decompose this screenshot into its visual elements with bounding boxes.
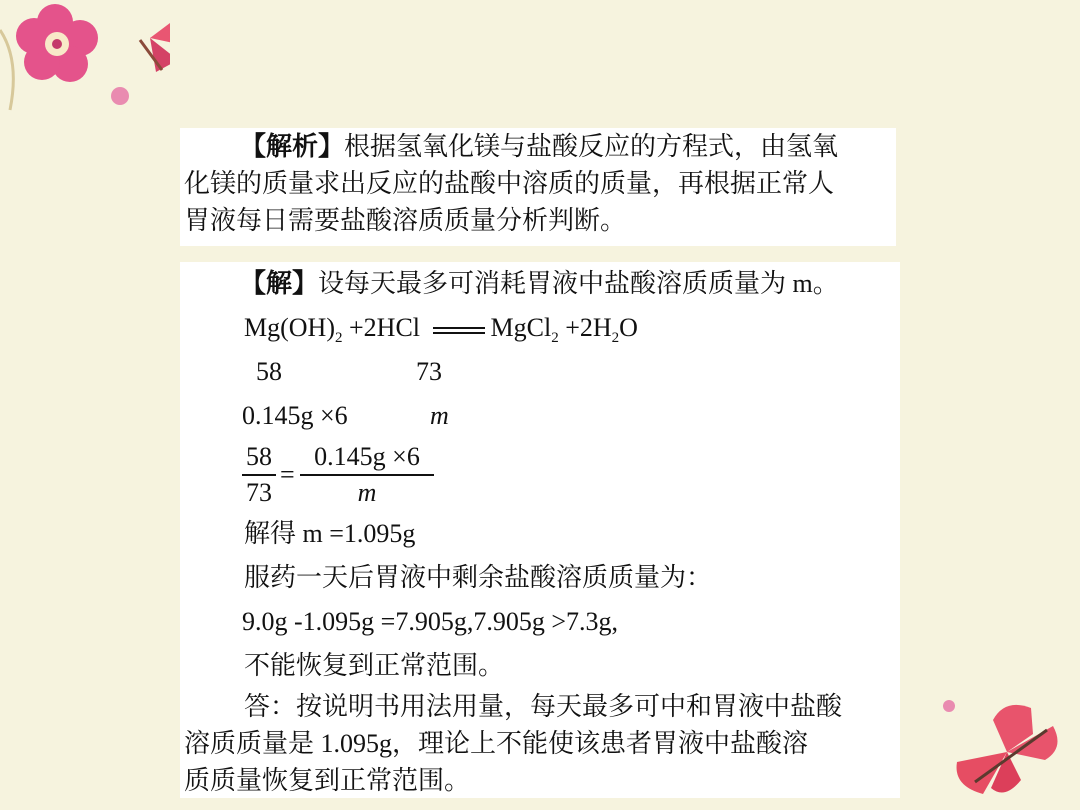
- flower-decoration-top-left: [0, 0, 170, 120]
- left-fraction: $\frac{58}{73}$: [242, 440, 276, 510]
- conclusion-line: 不能恢复到正常范围。: [244, 651, 505, 680]
- butterfly-icon: [957, 705, 1058, 794]
- answer-line-2: 溶质质量是 1.095g，理论上不能使该患者胃液中盐酸溶: [184, 729, 809, 758]
- pink-flower-icon: [16, 4, 98, 82]
- remaining-calc: 9.0g -1.095g =7.905g,7.905g >7.3g,: [242, 607, 618, 636]
- proportion-equation: $\frac{58}{73}$ = $\frac{0.145g \times 6}{m}$: [184, 438, 900, 512]
- analysis-box: [180, 128, 896, 246]
- given-mass-row: 0.145g ×6 m: [242, 401, 449, 430]
- equals-sign-icon: [433, 327, 485, 334]
- butterfly-decoration-bottom-right: [935, 690, 1080, 810]
- analysis-line-2: 化镁的质量求出反应的盐酸中溶质的质量，再根据正常人: [184, 169, 835, 198]
- solution-label: 【解】: [240, 269, 319, 298]
- small-flower-icon: [111, 87, 129, 105]
- chemical-equation: $Mg(OH)_2 +2HCl$ MgCl$_2$ $+2H_2O$: [244, 313, 638, 346]
- butterfly-icon: [140, 8, 170, 72]
- analysis-line-3: 胃液每日需要盐酸溶质质量分析判断。: [184, 206, 627, 235]
- right-fraction: $\frac{0.145g \times 6}{m}$: [300, 440, 434, 510]
- answer-line-3: 质质量恢复到正常范围。: [184, 766, 471, 795]
- analysis-label: 【解析】: [240, 132, 345, 161]
- molar-mass-row: 58 73: [256, 357, 442, 386]
- solution-box: [180, 262, 900, 798]
- solution-intro: 【解】设每天最多可消耗胃液中盐酸溶质质量为 m。: [240, 269, 839, 298]
- small-flower-icon: [943, 700, 955, 712]
- analysis-line-1: 【解析】根据氢氧化镁与盐酸反应的方程式，由氢氧: [240, 132, 839, 161]
- result-line: 解得 m =1.095g: [244, 519, 416, 548]
- remaining-label: 服药一天后胃液中剩余盐酸溶质质量为：: [244, 563, 713, 592]
- answer-line-1: 答：按说明书用法用量，每天最多可中和胃液中盐酸: [244, 692, 843, 721]
